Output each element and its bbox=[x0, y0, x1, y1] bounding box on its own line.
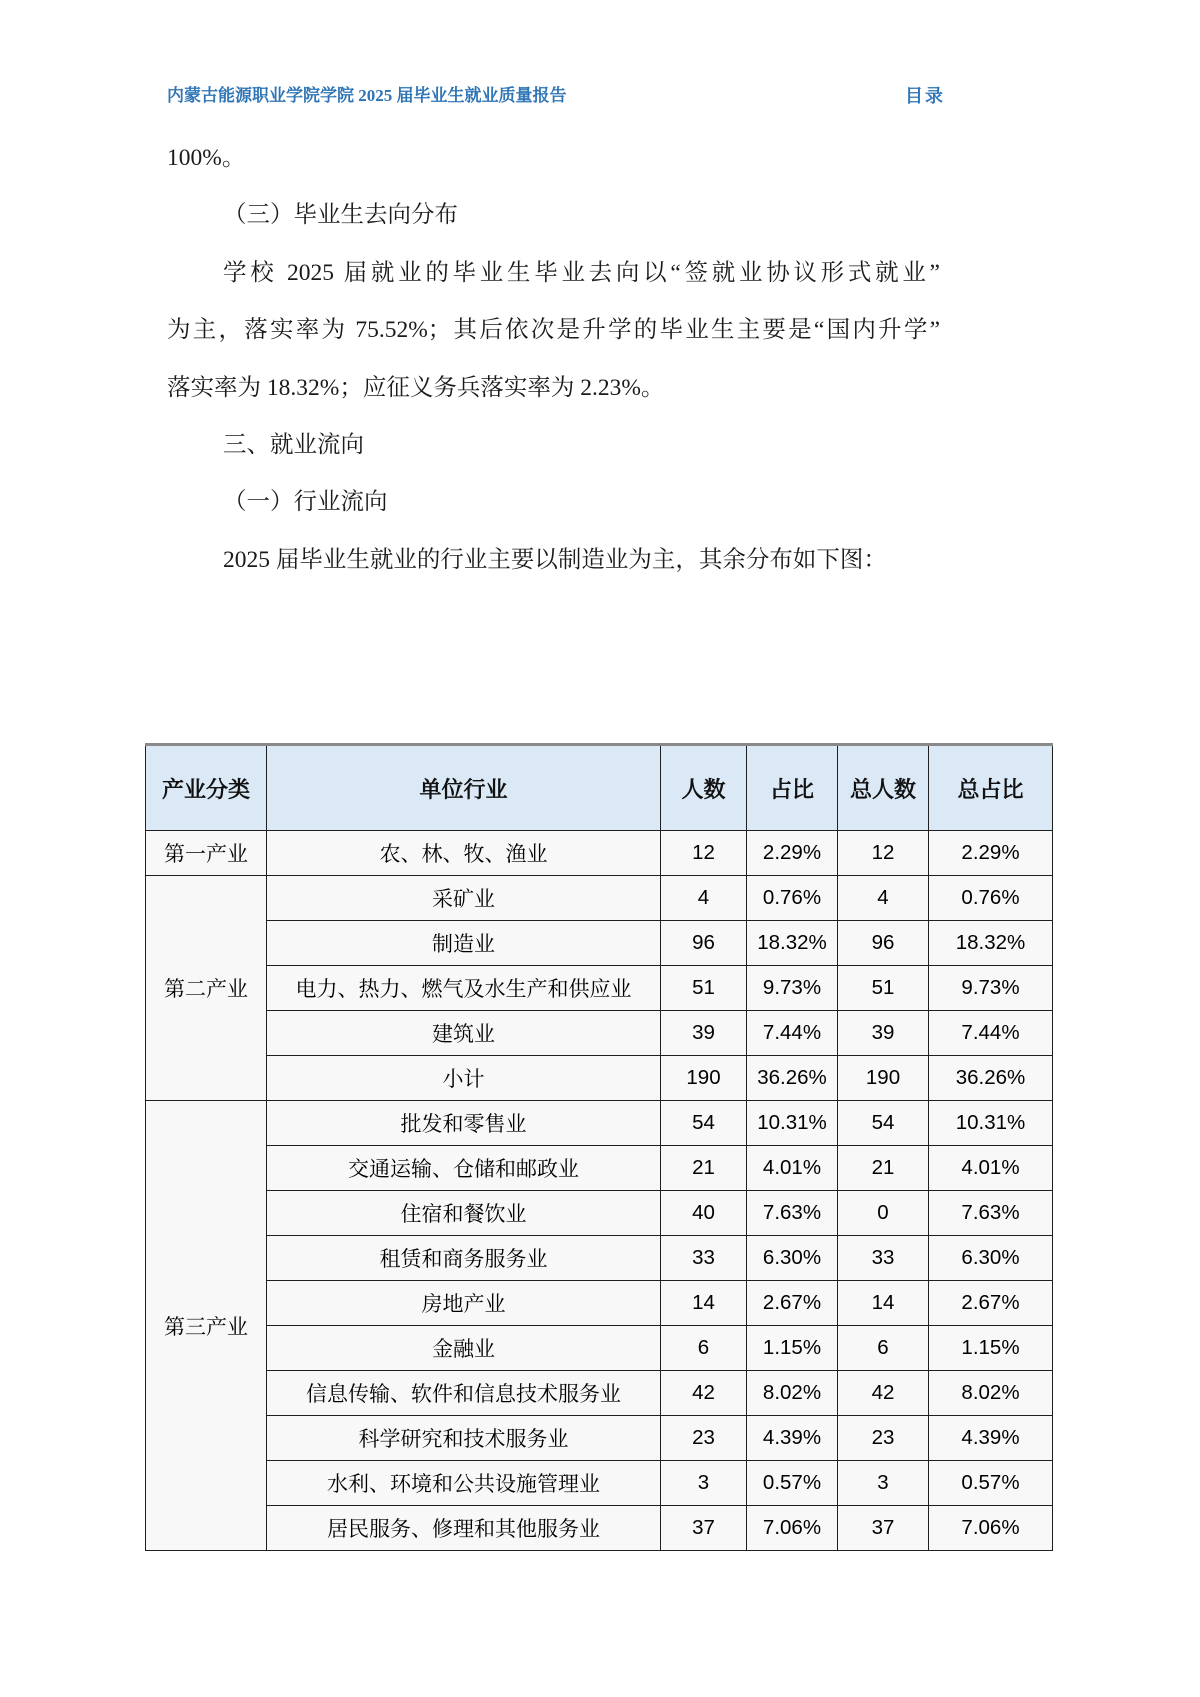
percent-cell: 18.32% bbox=[747, 921, 838, 966]
industry-cell: 电力、热力、燃气及水生产和供应业 bbox=[267, 966, 661, 1011]
industry-cell: 科学研究和技术服务业 bbox=[267, 1416, 661, 1461]
industry-cell: 租赁和商务服务业 bbox=[267, 1236, 661, 1281]
industry-group-cell: 第一产业 bbox=[146, 831, 267, 876]
total-count-cell: 33 bbox=[838, 1236, 929, 1281]
percent-cell: 1.15% bbox=[747, 1326, 838, 1371]
text-line: 2025 届毕业生就业的行业主要以制造业为主，其余分布如下图： bbox=[223, 546, 887, 573]
total-count-cell: 3 bbox=[838, 1461, 929, 1506]
percent-cell: 0.57% bbox=[747, 1461, 838, 1506]
total-percent-cell: 9.73% bbox=[929, 966, 1053, 1011]
count-cell: 33 bbox=[661, 1236, 747, 1281]
total-count-cell: 51 bbox=[838, 966, 929, 1011]
industry-cell: 信息传输、软件和信息技术服务业 bbox=[267, 1371, 661, 1416]
percent-cell: 4.39% bbox=[747, 1416, 838, 1461]
table-row bbox=[146, 1416, 1053, 1461]
percent-cell: 4.01% bbox=[747, 1146, 838, 1191]
count-cell: 40 bbox=[661, 1191, 747, 1236]
total-percent-cell: 10.31% bbox=[929, 1101, 1053, 1146]
industry-cell: 金融业 bbox=[267, 1326, 661, 1371]
industry-flow-table bbox=[145, 743, 1053, 1551]
count-cell: 3 bbox=[661, 1461, 747, 1506]
table-row bbox=[146, 1371, 1053, 1416]
body-text bbox=[167, 130, 940, 589]
report-title: 内蒙古能源职业学院学院 2025 届毕业生就业质量报告 bbox=[167, 86, 567, 105]
table-row bbox=[146, 1191, 1053, 1236]
count-cell: 23 bbox=[661, 1416, 747, 1461]
table-row bbox=[146, 1146, 1053, 1191]
percent-cell: 0.76% bbox=[747, 876, 838, 921]
count-cell: 37 bbox=[661, 1506, 747, 1551]
industry-cell: 批发和零售业 bbox=[267, 1101, 661, 1146]
text-line: 100%。 bbox=[167, 145, 246, 171]
total-percent-cell: 0.57% bbox=[929, 1461, 1053, 1506]
total-count-cell: 14 bbox=[838, 1281, 929, 1326]
count-cell: 4 bbox=[661, 876, 747, 921]
table-header bbox=[146, 745, 1053, 831]
count-cell: 12 bbox=[661, 831, 747, 876]
total-percent-cell: 8.02% bbox=[929, 1371, 1053, 1416]
total-percent-cell: 7.44% bbox=[929, 1011, 1053, 1056]
percent-cell: 36.26% bbox=[747, 1056, 838, 1101]
toc-link[interactable]: 目录 bbox=[905, 86, 945, 106]
text-line: 为主，落实率为 75.52%；其后依次是升学的毕业生主要是“国内升学” bbox=[167, 317, 940, 344]
count-cell: 51 bbox=[661, 966, 747, 1011]
total-percent-cell: 0.76% bbox=[929, 876, 1053, 921]
text-line: 学校 2025 届就业的毕业生毕业去向以“签就业协议形式就业” bbox=[223, 259, 940, 286]
total-percent-cell: 7.63% bbox=[929, 1191, 1053, 1236]
percent-cell: 7.63% bbox=[747, 1191, 838, 1236]
total-count-cell: 39 bbox=[838, 1011, 929, 1056]
column-header-2: 人数 bbox=[661, 745, 747, 831]
industry-cell: 制造业 bbox=[267, 921, 661, 966]
percent-cell: 7.44% bbox=[747, 1011, 838, 1056]
percent-cell: 2.29% bbox=[747, 831, 838, 876]
percent-cell: 9.73% bbox=[747, 966, 838, 1011]
total-count-cell: 96 bbox=[838, 921, 929, 966]
table-body bbox=[146, 831, 1053, 1551]
total-percent-cell: 2.29% bbox=[929, 831, 1053, 876]
total-count-cell: 4 bbox=[838, 876, 929, 921]
percent-cell: 7.06% bbox=[747, 1506, 838, 1551]
table-row bbox=[146, 831, 1053, 876]
count-cell: 96 bbox=[661, 921, 747, 966]
total-percent-cell: 7.06% bbox=[929, 1506, 1053, 1551]
column-header-1: 单位行业 bbox=[267, 745, 661, 831]
text-line: 三、就业流向 bbox=[223, 431, 364, 458]
industry-cell: 水利、环境和公共设施管理业 bbox=[267, 1461, 661, 1506]
column-header-3: 占比 bbox=[747, 745, 838, 831]
text-line: （三）毕业生去向分布 bbox=[223, 202, 458, 229]
total-percent-cell: 36.26% bbox=[929, 1056, 1053, 1101]
industry-cell: 小计 bbox=[267, 1056, 661, 1101]
total-count-cell: 6 bbox=[838, 1326, 929, 1371]
total-percent-cell: 6.30% bbox=[929, 1236, 1053, 1281]
total-count-cell: 42 bbox=[838, 1371, 929, 1416]
total-percent-cell: 4.01% bbox=[929, 1146, 1053, 1191]
table-row bbox=[146, 1011, 1053, 1056]
table-row bbox=[146, 1056, 1053, 1101]
percent-cell: 10.31% bbox=[747, 1101, 838, 1146]
table-row bbox=[146, 1506, 1053, 1551]
text-line: 落实率为 18.32%；应征义务兵落实率为 2.23%。 bbox=[167, 374, 665, 401]
text-line: （一）行业流向 bbox=[223, 489, 388, 516]
industry-cell: 交通运输、仓储和邮政业 bbox=[267, 1146, 661, 1191]
industry-group-cell: 第二产业 bbox=[146, 876, 267, 1101]
industry-cell: 住宿和餐饮业 bbox=[267, 1191, 661, 1236]
industry-cell: 房地产业 bbox=[267, 1281, 661, 1326]
count-cell: 54 bbox=[661, 1101, 747, 1146]
industry-cell: 居民服务、修理和其他服务业 bbox=[267, 1506, 661, 1551]
table-row bbox=[146, 876, 1053, 921]
total-percent-cell: 4.39% bbox=[929, 1416, 1053, 1461]
count-cell: 6 bbox=[661, 1326, 747, 1371]
count-cell: 21 bbox=[661, 1146, 747, 1191]
table-row bbox=[146, 921, 1053, 966]
count-cell: 14 bbox=[661, 1281, 747, 1326]
total-count-cell: 23 bbox=[838, 1416, 929, 1461]
column-header-0: 产业分类 bbox=[146, 745, 267, 831]
total-count-cell: 12 bbox=[838, 831, 929, 876]
table-row bbox=[146, 1326, 1053, 1371]
table-row bbox=[146, 966, 1053, 1011]
table-row bbox=[146, 1236, 1053, 1281]
count-cell: 190 bbox=[661, 1056, 747, 1101]
total-count-cell: 0 bbox=[838, 1191, 929, 1236]
table-row bbox=[146, 1281, 1053, 1326]
table-header-row bbox=[146, 745, 1053, 831]
industry-group-cell: 第三产业 bbox=[146, 1101, 267, 1551]
column-header-5: 总占比 bbox=[929, 745, 1053, 831]
total-count-cell: 21 bbox=[838, 1146, 929, 1191]
industry-cell: 建筑业 bbox=[267, 1011, 661, 1056]
table-row bbox=[146, 1101, 1053, 1146]
table-row bbox=[146, 1461, 1053, 1506]
percent-cell: 6.30% bbox=[747, 1236, 838, 1281]
total-count-cell: 54 bbox=[838, 1101, 929, 1146]
percent-cell: 8.02% bbox=[747, 1371, 838, 1416]
total-count-cell: 37 bbox=[838, 1506, 929, 1551]
total-percent-cell: 18.32% bbox=[929, 921, 1053, 966]
page-header bbox=[167, 86, 945, 106]
total-percent-cell: 1.15% bbox=[929, 1326, 1053, 1371]
column-header-4: 总人数 bbox=[838, 745, 929, 831]
industry-cell: 采矿业 bbox=[267, 876, 661, 921]
count-cell: 39 bbox=[661, 1011, 747, 1056]
percent-cell: 2.67% bbox=[747, 1281, 838, 1326]
count-cell: 42 bbox=[661, 1371, 747, 1416]
total-count-cell: 190 bbox=[838, 1056, 929, 1101]
total-percent-cell: 2.67% bbox=[929, 1281, 1053, 1326]
industry-cell: 农、林、牧、渔业 bbox=[267, 831, 661, 876]
